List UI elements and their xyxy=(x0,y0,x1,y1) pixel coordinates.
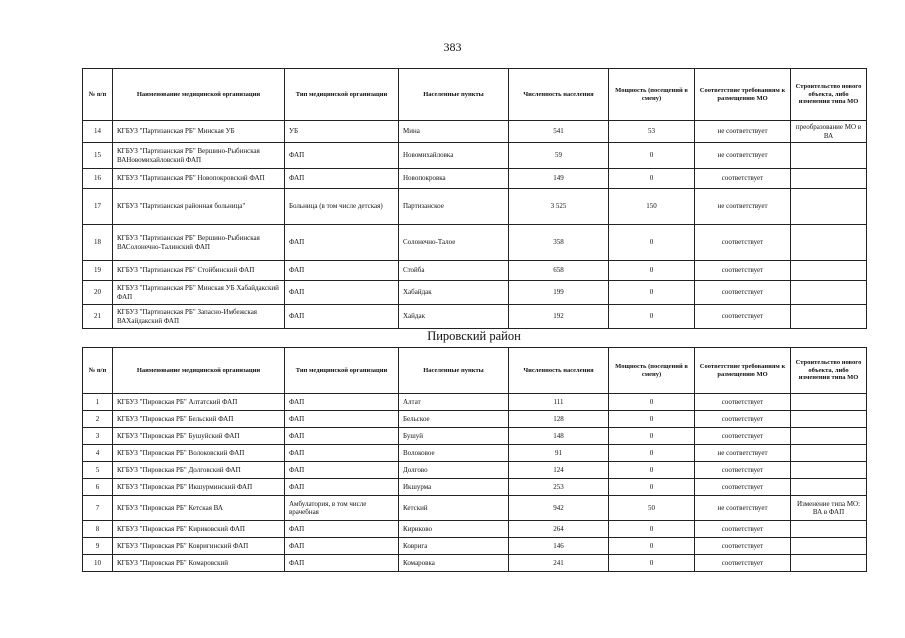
cell-org-type: ФАП xyxy=(285,479,399,496)
cell-capacity: 0 xyxy=(609,261,695,281)
col-header-settlements: Населенные пункты xyxy=(399,69,509,121)
cell-org-name: КГБУЗ "Пировская РБ" Кириковский ФАП xyxy=(113,521,285,538)
cell-org-name: КГБУЗ "Партизанская РБ" Запасно-Имбежская ВАХайдакский ФАП xyxy=(113,305,285,329)
cell-compliance: соответствует xyxy=(695,394,791,411)
cell-settlement: Кетский xyxy=(399,496,509,521)
cell-org-type: ФАП xyxy=(285,394,399,411)
cell-population: 124 xyxy=(509,462,609,479)
cell-org-type: ФАП xyxy=(285,261,399,281)
cell-number: 2 xyxy=(83,411,113,428)
col-header-capacity: Мощность (посещений в смену) xyxy=(609,69,695,121)
cell-construction xyxy=(791,394,867,411)
col-header-org-type: Тип медицинской организации xyxy=(285,69,399,121)
table-row xyxy=(83,521,867,538)
cell-population: 149 xyxy=(509,169,609,189)
cell-capacity: 0 xyxy=(609,445,695,462)
cell-org-type: ФАП xyxy=(285,305,399,329)
cell-org-name: КГБУЗ "Пировская РБ" Ковригинский ФАП xyxy=(113,538,285,555)
cell-org-type: Больница (в том числе детская) xyxy=(285,189,399,225)
col-header-org-name: Наименование медицинской организации xyxy=(113,69,285,121)
cell-compliance: соответствует xyxy=(695,261,791,281)
cell-capacity: 0 xyxy=(609,394,695,411)
table-row xyxy=(83,281,867,305)
col-header-number: № п/п xyxy=(83,69,113,121)
cell-population: 658 xyxy=(509,261,609,281)
cell-compliance: соответствует xyxy=(695,521,791,538)
cell-compliance: соответствует xyxy=(695,479,791,496)
cell-capacity: 0 xyxy=(609,428,695,445)
cell-construction xyxy=(791,261,867,281)
cell-number: 15 xyxy=(83,143,113,169)
cell-org-name: КГБУЗ "Пировская РБ" Бушуйский ФАП xyxy=(113,428,285,445)
col-header-construction: Строительство нового объекта, либо изменения типа МО xyxy=(791,348,867,394)
col-header-compliance: Соответствие требованиям к размещению МО xyxy=(695,69,791,121)
page-number: 383 xyxy=(443,40,462,54)
cell-org-name: КГБУЗ "Партизанская РБ" Новопокровский ФАП xyxy=(113,169,285,189)
table-header-row xyxy=(83,69,867,121)
cell-construction xyxy=(791,305,867,329)
table-row xyxy=(83,428,867,445)
cell-org-name: КГБУЗ "Партизанская РБ" Вершино-Рыбинская ВАНовомихайловский ФАП xyxy=(113,143,285,169)
facilities-table-partizansky xyxy=(82,68,867,329)
cell-capacity: 50 xyxy=(609,496,695,521)
cell-population: 91 xyxy=(509,445,609,462)
cell-org-type: ФАП xyxy=(285,281,399,305)
table-row xyxy=(83,121,867,143)
cell-construction xyxy=(791,479,867,496)
cell-population: 241 xyxy=(509,555,609,572)
cell-capacity: 0 xyxy=(609,305,695,329)
cell-population: 253 xyxy=(509,479,609,496)
cell-number: 20 xyxy=(83,281,113,305)
cell-org-type: ФАП xyxy=(285,143,399,169)
cell-number: 9 xyxy=(83,538,113,555)
cell-construction xyxy=(791,411,867,428)
cell-construction xyxy=(791,169,867,189)
table-row xyxy=(83,479,867,496)
cell-population: 199 xyxy=(509,281,609,305)
cell-population: 146 xyxy=(509,538,609,555)
cell-capacity: 0 xyxy=(609,555,695,572)
cell-population: 192 xyxy=(509,305,609,329)
cell-org-name: КГБУЗ "Пировская РБ" Алтатский ФАП xyxy=(113,394,285,411)
table-row xyxy=(83,261,867,281)
cell-org-name: КГБУЗ "Партизанская РБ" Стойбинский ФАП xyxy=(113,261,285,281)
col-header-construction: Строительство нового объекта, либо изменения типа МО xyxy=(791,69,867,121)
cell-compliance: не соответствует xyxy=(695,121,791,143)
cell-org-type: ФАП xyxy=(285,225,399,261)
cell-number: 16 xyxy=(83,169,113,189)
cell-number: 17 xyxy=(83,189,113,225)
cell-compliance: не соответствует xyxy=(695,189,791,225)
cell-settlement: Икшурма xyxy=(399,479,509,496)
cell-org-name: КГБУЗ "Партизанская районная больница" xyxy=(113,189,285,225)
cell-construction xyxy=(791,189,867,225)
cell-compliance: соответствует xyxy=(695,281,791,305)
cell-settlement: Ковригa xyxy=(399,538,509,555)
cell-population: 148 xyxy=(509,428,609,445)
cell-construction xyxy=(791,225,867,261)
cell-capacity: 0 xyxy=(609,225,695,261)
cell-capacity: 0 xyxy=(609,411,695,428)
cell-org-name: КГБУЗ "Пировская РБ" Бельский ФАП xyxy=(113,411,285,428)
table-row xyxy=(83,496,867,521)
cell-construction xyxy=(791,521,867,538)
cell-population: 128 xyxy=(509,411,609,428)
cell-number: 10 xyxy=(83,555,113,572)
cell-compliance: соответствует xyxy=(695,462,791,479)
cell-compliance: не соответствует xyxy=(695,143,791,169)
facilities-table-pirovsky xyxy=(82,347,867,572)
table-row xyxy=(83,225,867,261)
table-row xyxy=(83,445,867,462)
cell-settlement: Новопокровка xyxy=(399,169,509,189)
cell-number: 21 xyxy=(83,305,113,329)
cell-number: 6 xyxy=(83,479,113,496)
cell-number: 8 xyxy=(83,521,113,538)
table-body xyxy=(83,394,867,572)
cell-org-type: ФАП xyxy=(285,411,399,428)
table-row xyxy=(83,462,867,479)
cell-construction xyxy=(791,538,867,555)
cell-org-name: КГБУЗ "Пировская РБ" Комаровский xyxy=(113,555,285,572)
cell-compliance: соответствует xyxy=(695,225,791,261)
section-title: Пировский район xyxy=(427,329,521,343)
table-row xyxy=(83,305,867,329)
col-header-capacity: Мощность (посещений в смену) xyxy=(609,348,695,394)
cell-construction xyxy=(791,281,867,305)
cell-settlement: Долгово xyxy=(399,462,509,479)
cell-org-name: КГБУЗ "Пировская РБ" Кетская ВА xyxy=(113,496,285,521)
cell-settlement: Мина xyxy=(399,121,509,143)
table-body xyxy=(83,121,867,329)
cell-construction xyxy=(791,555,867,572)
cell-settlement: Бушуй xyxy=(399,428,509,445)
cell-settlement: Алтат xyxy=(399,394,509,411)
cell-capacity: 0 xyxy=(609,479,695,496)
table-row xyxy=(83,169,867,189)
table-row xyxy=(83,189,867,225)
col-header-number: № п/п xyxy=(83,348,113,394)
cell-population: 59 xyxy=(509,143,609,169)
cell-compliance: соответствует xyxy=(695,169,791,189)
cell-org-type: ФАП xyxy=(285,538,399,555)
cell-compliance: соответствует xyxy=(695,538,791,555)
cell-number: 5 xyxy=(83,462,113,479)
cell-org-type: ФАП xyxy=(285,555,399,572)
cell-population: 264 xyxy=(509,521,609,538)
cell-number: 3 xyxy=(83,428,113,445)
cell-compliance: не соответствует xyxy=(695,496,791,521)
cell-capacity: 0 xyxy=(609,143,695,169)
cell-settlement: Кириково xyxy=(399,521,509,538)
cell-compliance: соответствует xyxy=(695,305,791,329)
cell-org-name: КГБУЗ "Партизанская РБ" Вершино-Рыбинская ВАСолонечно-Талинский ФАП xyxy=(113,225,285,261)
cell-construction xyxy=(791,462,867,479)
cell-number: 14 xyxy=(83,121,113,143)
table-row xyxy=(83,411,867,428)
col-header-population: Численность населения xyxy=(509,69,609,121)
cell-settlement: Стойба xyxy=(399,261,509,281)
cell-org-name: КГБУЗ "Партизанская РБ" Минская УБ xyxy=(113,121,285,143)
cell-settlement: Партизанское xyxy=(399,189,509,225)
cell-construction xyxy=(791,445,867,462)
cell-number: 19 xyxy=(83,261,113,281)
cell-capacity: 0 xyxy=(609,281,695,305)
cell-number: 4 xyxy=(83,445,113,462)
cell-settlement: Комаровка xyxy=(399,555,509,572)
cell-settlement: Новомихайловка xyxy=(399,143,509,169)
cell-settlement: Бельское xyxy=(399,411,509,428)
cell-org-type: ФАП xyxy=(285,445,399,462)
cell-population: 3 525 xyxy=(509,189,609,225)
col-header-org-type: Тип медицинской организации xyxy=(285,348,399,394)
col-header-population: Численность населения xyxy=(509,348,609,394)
cell-org-type: ФАП xyxy=(285,169,399,189)
cell-org-name: КГБУЗ "Пировская РБ" Волоковский ФАП xyxy=(113,445,285,462)
cell-number: 1 xyxy=(83,394,113,411)
cell-compliance: соответствует xyxy=(695,411,791,428)
cell-settlement: Волоковое xyxy=(399,445,509,462)
cell-construction xyxy=(791,143,867,169)
cell-capacity: 0 xyxy=(609,538,695,555)
cell-capacity: 0 xyxy=(609,462,695,479)
cell-construction: преобразование МО в ВА xyxy=(791,121,867,143)
cell-construction: Изменение типа МО: ВА в ФАП xyxy=(791,496,867,521)
cell-population: 111 xyxy=(509,394,609,411)
cell-compliance: не соответствует xyxy=(695,445,791,462)
cell-compliance: соответствует xyxy=(695,428,791,445)
cell-capacity: 150 xyxy=(609,189,695,225)
cell-org-type: Амбулатория, в том числе врачебная xyxy=(285,496,399,521)
cell-population: 541 xyxy=(509,121,609,143)
table-row xyxy=(83,538,867,555)
cell-compliance: соответствует xyxy=(695,555,791,572)
cell-population: 942 xyxy=(509,496,609,521)
table-row xyxy=(83,143,867,169)
cell-org-type: УБ xyxy=(285,121,399,143)
cell-org-type: ФАП xyxy=(285,462,399,479)
col-header-settlements: Населенные пункты xyxy=(399,348,509,394)
cell-settlement: Хайдак xyxy=(399,305,509,329)
cell-capacity: 53 xyxy=(609,121,695,143)
table-header-row xyxy=(83,348,867,394)
table-row xyxy=(83,555,867,572)
cell-org-name: КГБУЗ "Пировская РБ" Долговский ФАП xyxy=(113,462,285,479)
cell-construction xyxy=(791,428,867,445)
cell-org-type: ФАП xyxy=(285,521,399,538)
col-header-org-name: Наименование медицинской организации xyxy=(113,348,285,394)
table-row xyxy=(83,394,867,411)
cell-capacity: 0 xyxy=(609,521,695,538)
col-header-compliance: Соответствие требованиям к размещению МО xyxy=(695,348,791,394)
cell-org-type: ФАП xyxy=(285,428,399,445)
cell-number: 7 xyxy=(83,496,113,521)
cell-population: 358 xyxy=(509,225,609,261)
cell-settlement: Солонечно-Талое xyxy=(399,225,509,261)
cell-settlement: Хабайдак xyxy=(399,281,509,305)
cell-org-name: КГБУЗ "Пировская РБ" Икшурминский ФАП xyxy=(113,479,285,496)
cell-capacity: 0 xyxy=(609,169,695,189)
cell-org-name: КГБУЗ "Партизанская РБ" Минская УБ Хабайдакский ФАП xyxy=(113,281,285,305)
cell-number: 18 xyxy=(83,225,113,261)
